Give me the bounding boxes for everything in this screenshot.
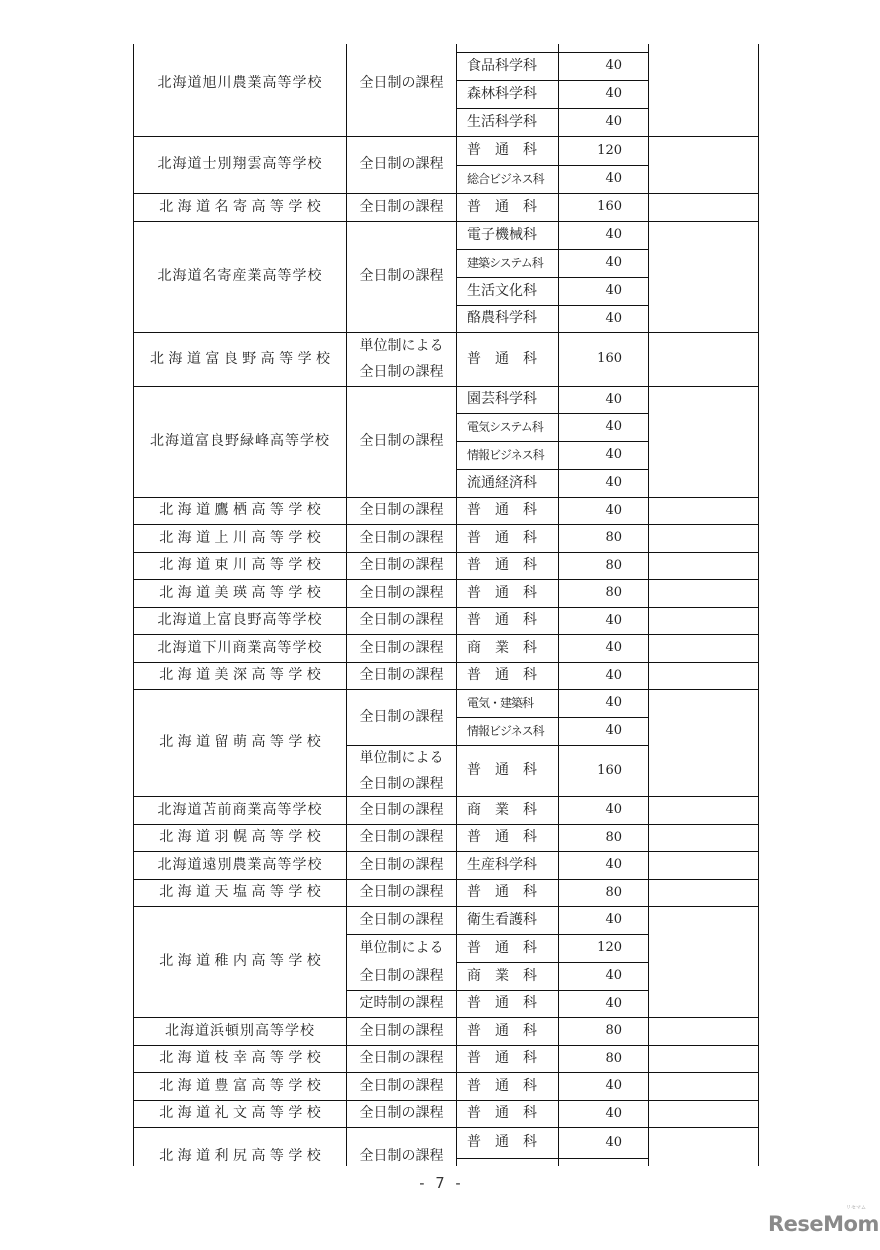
row-border bbox=[346, 1127, 456, 1128]
capacity-value: 40 bbox=[605, 1134, 622, 1150]
capacity-value: 80 bbox=[605, 585, 622, 601]
course-type bbox=[347, 1100, 456, 1127]
course-type bbox=[347, 193, 456, 221]
course-type-line: 全日制の課程 bbox=[359, 829, 444, 846]
notes-cell bbox=[649, 386, 758, 497]
row-border bbox=[346, 497, 456, 498]
school-name: 北海道士別翔雲高等学校 bbox=[157, 156, 323, 173]
course-type bbox=[347, 662, 456, 689]
course-type-line: 全日制の課程 bbox=[359, 1077, 444, 1094]
course-type-line: 全日制の課程 bbox=[359, 911, 444, 928]
notes-cell bbox=[649, 497, 758, 524]
capacity-value: 40 bbox=[605, 612, 622, 628]
table-column-border bbox=[758, 44, 759, 1166]
department-name: 情報ビジネス科 bbox=[467, 447, 544, 462]
notes-cell bbox=[649, 1100, 758, 1127]
school-name: 北 海 道 羽 幌 高 等 学 校 bbox=[159, 829, 321, 846]
course-type-line: 全日制の課程 bbox=[359, 775, 444, 792]
department-name: 総合ビジネス科 bbox=[467, 171, 544, 186]
capacity-value: 40 bbox=[605, 695, 622, 711]
course-type bbox=[347, 386, 456, 497]
capacity-value: 40 bbox=[605, 995, 622, 1011]
course-type-line: 単位制による bbox=[359, 338, 444, 354]
course-type bbox=[347, 906, 456, 934]
row-border bbox=[346, 745, 456, 746]
department-name: 商 業 科 bbox=[467, 639, 537, 656]
course-type bbox=[347, 552, 456, 579]
row-border bbox=[456, 1158, 648, 1159]
course-type-line: 全日制の課程 bbox=[359, 612, 444, 629]
department-name: 生活文化科 bbox=[467, 282, 537, 299]
school-name: 北海道名寄産業高等学校 bbox=[157, 268, 323, 285]
notes-cell bbox=[649, 607, 758, 634]
course-type-line: 単位制による bbox=[359, 939, 444, 956]
course-type bbox=[347, 962, 456, 990]
department-name: 普 通 科 bbox=[467, 612, 537, 629]
course-type-line: 全日制の課程 bbox=[359, 639, 444, 656]
row-border bbox=[346, 879, 456, 880]
capacity-value: 120 bbox=[597, 142, 622, 158]
capacity-value: 40 bbox=[605, 227, 622, 243]
course-type bbox=[347, 579, 456, 607]
row-border bbox=[346, 990, 456, 991]
school-name: 北 海 道 美 深 高 等 学 校 bbox=[159, 667, 321, 684]
row-border bbox=[346, 1045, 456, 1046]
department-name: 普 通 科 bbox=[467, 142, 537, 159]
course-type-line: 全日制の課程 bbox=[359, 667, 444, 684]
department-name: 衛生看護科 bbox=[467, 911, 537, 928]
course-type-line: 全日制の課程 bbox=[359, 801, 444, 818]
school-name: 北海道富良野緑峰高等学校 bbox=[150, 433, 330, 450]
course-type-line: 全日制の課程 bbox=[359, 884, 444, 901]
department-name: 商 業 科 bbox=[467, 967, 537, 984]
school-name: 北 海 道 豊 富 高 等 学 校 bbox=[159, 1077, 321, 1094]
capacity-value: 40 bbox=[605, 667, 622, 683]
course-type-line: 全日制の課程 bbox=[359, 967, 444, 984]
course-type-line: 全日制の課程 bbox=[359, 364, 444, 380]
course-type-line: 全日制の課程 bbox=[359, 75, 444, 91]
notes-cell bbox=[649, 579, 758, 607]
school-name: 北海道旭川農業高等学校 bbox=[157, 75, 323, 91]
course-type-line: 全日制の課程 bbox=[359, 502, 444, 519]
notes-cell bbox=[649, 332, 758, 386]
capacity-value: 40 bbox=[605, 310, 622, 326]
course-type-line: 全日制の課程 bbox=[359, 156, 444, 173]
course-type-line: 全日制の課程 bbox=[359, 1148, 444, 1165]
department-name: 流通経済科 bbox=[467, 474, 537, 491]
row-border bbox=[346, 524, 456, 525]
capacity-value: 80 bbox=[605, 530, 622, 546]
row-border bbox=[346, 689, 456, 690]
department-name: 普 通 科 bbox=[467, 1134, 537, 1151]
course-type-line: 全日制の課程 bbox=[359, 198, 444, 215]
capacity-value: 40 bbox=[605, 968, 622, 984]
course-type bbox=[347, 745, 456, 796]
course-type bbox=[347, 221, 456, 332]
capacity-value: 160 bbox=[597, 199, 622, 215]
course-type bbox=[347, 1072, 456, 1100]
school-name: 北 海 道 上 川 高 等 学 校 bbox=[159, 529, 321, 546]
notes-cell bbox=[649, 524, 758, 552]
department-name: 情報ビジネス科 bbox=[467, 723, 544, 738]
capacity-value: 80 bbox=[605, 1023, 622, 1039]
notes-cell bbox=[649, 1127, 758, 1166]
row-border bbox=[346, 1072, 456, 1073]
department-name: 普 通 科 bbox=[467, 762, 537, 779]
course-type bbox=[347, 824, 456, 851]
department-name: 普 通 科 bbox=[467, 584, 537, 601]
capacity-value: 80 bbox=[605, 829, 622, 845]
capacity-value: 40 bbox=[605, 912, 622, 928]
school-name: 北 海 道 東 川 高 等 学 校 bbox=[159, 557, 321, 574]
capacity-value: 40 bbox=[605, 723, 622, 739]
course-type bbox=[347, 634, 456, 662]
department-name: 食品科学科 bbox=[467, 57, 537, 74]
capacity-value: 40 bbox=[605, 171, 622, 187]
resemom-logo: ReseMom bbox=[768, 1212, 879, 1236]
school-name: 北海道下川商業高等学校 bbox=[157, 639, 323, 656]
course-type-line: 全日制の課程 bbox=[359, 1105, 444, 1122]
course-type-line: 定時制の課程 bbox=[359, 995, 444, 1012]
notes-cell bbox=[649, 879, 758, 906]
department-name: 普 通 科 bbox=[467, 529, 537, 546]
row-border bbox=[346, 851, 456, 852]
course-type bbox=[347, 934, 456, 962]
course-type bbox=[347, 497, 456, 524]
row-border bbox=[346, 1017, 456, 1018]
capacity-value: 40 bbox=[605, 502, 622, 518]
capacity-value: 40 bbox=[605, 1105, 622, 1121]
course-type-line: 全日制の課程 bbox=[359, 856, 444, 873]
course-type bbox=[347, 524, 456, 552]
department-name: 森林科学科 bbox=[467, 85, 537, 102]
school-name: 北 海 道 富 良 野 高 等 学 校 bbox=[149, 350, 331, 367]
capacity-value: 40 bbox=[605, 58, 622, 74]
department-name: 電気システム科 bbox=[467, 419, 543, 434]
notes-cell bbox=[649, 796, 758, 824]
notes-cell bbox=[649, 193, 758, 221]
course-type-line: 全日制の課程 bbox=[359, 268, 444, 285]
course-type bbox=[347, 796, 456, 824]
capacity-value: 40 bbox=[605, 283, 622, 299]
school-name: 北 海 道 天 塩 高 等 学 校 bbox=[159, 884, 321, 901]
capacity-value: 80 bbox=[605, 1050, 622, 1066]
row-border bbox=[346, 579, 456, 580]
course-type-line: 全日制の課程 bbox=[359, 1050, 444, 1067]
department-name: 生産科学科 bbox=[467, 856, 537, 873]
department-name: 普 通 科 bbox=[467, 667, 537, 684]
department-name: 生活科学科 bbox=[467, 113, 537, 130]
school-name: 北 海 道 礼 文 高 等 学 校 bbox=[159, 1105, 321, 1122]
capacity-value: 120 bbox=[597, 940, 622, 956]
notes-cell bbox=[649, 689, 758, 796]
school-name: 北海道浜頓別高等学校 bbox=[165, 1022, 315, 1039]
notes-cell bbox=[649, 44, 758, 136]
course-type-line: 単位制による bbox=[359, 749, 444, 766]
department-name: 電気・建築科 bbox=[467, 695, 534, 710]
row-border bbox=[346, 796, 456, 797]
row-border bbox=[346, 221, 456, 222]
course-type-line: 全日制の課程 bbox=[359, 529, 444, 546]
capacity-value: 40 bbox=[605, 447, 622, 463]
course-type-line: 全日制の課程 bbox=[359, 557, 444, 574]
course-type bbox=[347, 990, 456, 1017]
notes-cell bbox=[649, 1017, 758, 1045]
school-name: 北 海 道 稚 内 高 等 学 校 bbox=[159, 953, 321, 970]
course-type-line: 全日制の課程 bbox=[359, 1022, 444, 1039]
course-type bbox=[347, 332, 456, 386]
department-name: 普 通 科 bbox=[467, 198, 537, 215]
capacity-value: 40 bbox=[605, 1078, 622, 1094]
capacity-value: 40 bbox=[605, 114, 622, 130]
course-type bbox=[347, 1045, 456, 1072]
row-border bbox=[346, 332, 456, 333]
course-type bbox=[347, 1127, 456, 1166]
course-type bbox=[347, 607, 456, 634]
row-border bbox=[346, 634, 456, 635]
notes-cell bbox=[649, 634, 758, 662]
department-name: 普 通 科 bbox=[467, 995, 537, 1012]
course-type-line: 全日制の課程 bbox=[359, 433, 444, 450]
capacity-value: 40 bbox=[605, 802, 622, 818]
school-name: 北 海 道 留 萌 高 等 学 校 bbox=[159, 734, 321, 751]
capacity-value: 40 bbox=[605, 640, 622, 656]
department-name: 普 通 科 bbox=[467, 1105, 537, 1122]
notes-cell bbox=[649, 552, 758, 579]
notes-cell bbox=[649, 221, 758, 332]
capacity-value: 80 bbox=[605, 884, 622, 900]
department-name: 普 通 科 bbox=[467, 557, 537, 574]
page-number: - 7 - bbox=[417, 1174, 463, 1192]
row-border bbox=[346, 607, 456, 608]
school-capacity-table bbox=[133, 44, 759, 1166]
school-name: 北海道上富良野高等学校 bbox=[157, 612, 323, 629]
course-type bbox=[347, 689, 456, 745]
school-name: 北 海 道 美 瑛 高 等 学 校 bbox=[159, 584, 321, 601]
school-name: 北 海 道 利 尻 高 等 学 校 bbox=[159, 1148, 321, 1165]
course-type bbox=[347, 851, 456, 879]
capacity-value: 40 bbox=[605, 255, 622, 271]
row-border bbox=[346, 1100, 456, 1101]
school-name: 北 海 道 鷹 栖 高 等 学 校 bbox=[159, 502, 321, 519]
notes-cell bbox=[649, 906, 758, 1017]
school-name: 北海道苫前商業高等学校 bbox=[157, 801, 323, 818]
notes-cell bbox=[649, 1045, 758, 1072]
row-border bbox=[346, 193, 456, 194]
department-name: 普 通 科 bbox=[467, 1022, 537, 1039]
department-name: 建築システム科 bbox=[467, 255, 543, 270]
course-type bbox=[347, 44, 456, 136]
row-border bbox=[346, 906, 456, 907]
department-name: 普 通 科 bbox=[467, 350, 537, 367]
department-name: 商 業 科 bbox=[467, 801, 537, 818]
course-type bbox=[347, 136, 456, 193]
school-name: 北 海 道 枝 幸 高 等 学 校 bbox=[159, 1050, 321, 1067]
notes-cell bbox=[649, 662, 758, 689]
capacity-value: 160 bbox=[597, 351, 622, 367]
capacity-value: 40 bbox=[605, 419, 622, 435]
course-type bbox=[347, 1017, 456, 1045]
row-border bbox=[346, 386, 456, 387]
notes-cell bbox=[649, 1072, 758, 1100]
row-border bbox=[346, 136, 456, 137]
school-name: 北 海 道 名 寄 高 等 学 校 bbox=[159, 198, 321, 215]
capacity-value: 40 bbox=[605, 475, 622, 491]
notes-cell bbox=[649, 824, 758, 851]
row-border bbox=[346, 824, 456, 825]
course-type-line: 全日制の課程 bbox=[359, 584, 444, 601]
school-name: 北海道遠別農業高等学校 bbox=[157, 856, 323, 873]
department-name: 電子機械科 bbox=[467, 226, 537, 243]
department-name: 園芸科学科 bbox=[467, 391, 537, 408]
department-name: 普 通 科 bbox=[467, 1077, 537, 1094]
resemom-logo-ruby: リセマム bbox=[846, 1205, 866, 1211]
notes-cell bbox=[649, 851, 758, 879]
department-name: 普 通 科 bbox=[467, 829, 537, 846]
department-name: 普 通 科 bbox=[467, 1050, 537, 1067]
capacity-value: 40 bbox=[605, 857, 622, 873]
capacity-value: 40 bbox=[605, 391, 622, 407]
row-border bbox=[346, 552, 456, 553]
course-type-line: 全日制の課程 bbox=[359, 708, 444, 725]
row-border bbox=[346, 662, 456, 663]
capacity-value: 160 bbox=[597, 762, 622, 778]
department-name: 酪農科学科 bbox=[467, 310, 537, 327]
capacity-value: 80 bbox=[605, 557, 622, 573]
row-border bbox=[346, 934, 456, 935]
course-type bbox=[347, 879, 456, 906]
department-name: 普 通 科 bbox=[467, 939, 537, 956]
department-name: 普 通 科 bbox=[467, 502, 537, 519]
capacity-value: 40 bbox=[605, 86, 622, 102]
notes-cell bbox=[649, 136, 758, 193]
department-name: 普 通 科 bbox=[467, 884, 537, 901]
